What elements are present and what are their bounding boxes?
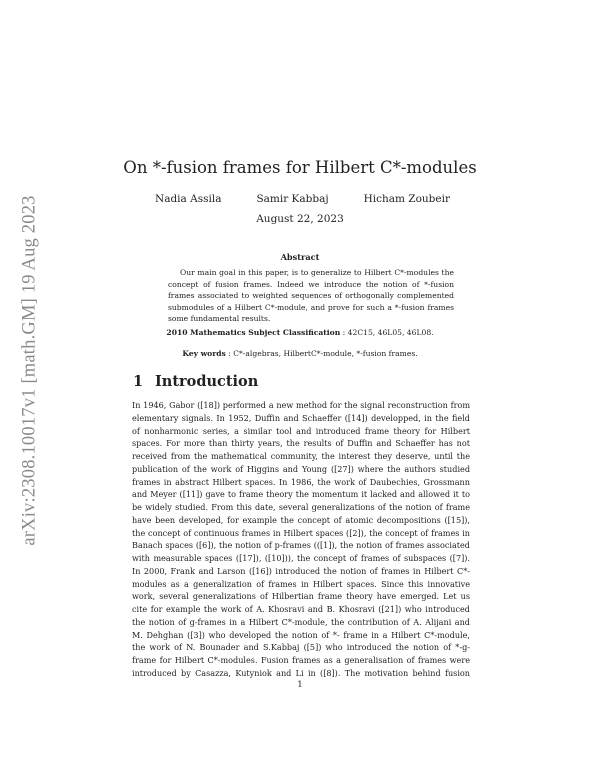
body-line: cite for example the work of A. Khosravi and B. Khosravi ([21]) who introduced — [132, 604, 470, 614]
keywords-label: Key words — [182, 349, 226, 358]
msc-classification — [0, 328, 600, 337]
body-line: M. Dehghan ([3]) who developed the notion of *- frame in a Hilbert C*-module, — [132, 629, 470, 640]
author-name: Hicham Zoubeir — [363, 193, 450, 205]
body-line: of nonharmonic series, a similar tool and introduced frame theory for Hilbert — [132, 425, 470, 436]
abstract-text: Our main goal in this paper, is to generalize to Hilbert C*-modules the concept of fusion frames. Indeed we introduce the notion of *-fusion frames associated to weighted sequences of orthogonally complemented submodules of a Hilbert C*-module, and prove for such a *-fusion frames some fundamental results. — [168, 268, 454, 323]
abstract-heading: Abstract — [280, 252, 320, 262]
section-number: 1 — [133, 373, 144, 390]
body-line: modules as a generalization of frames in Hilbert spaces. Since this innovative — [132, 578, 470, 589]
section-title: Introduction — [155, 373, 259, 390]
body-line: have been developed, for example the concept of atomic decompositions ([15]), — [132, 514, 470, 525]
paper-title: On *-fusion frames for Hilbert C*-modules — [123, 158, 477, 177]
author-name: Samir Kabbaj — [256, 193, 329, 205]
keywords-value: : C*-algebras, HilbertC*-module, *-fusion frames. — [225, 349, 418, 358]
keywords — [0, 349, 600, 358]
body-line: and Meyer ([11]) gave to frame theory the momentum it lacked and allowed it to — [132, 489, 470, 500]
author-list — [155, 193, 450, 205]
paper-date: August 22, 2023 — [256, 213, 344, 225]
body-line: work, several generalizations of Hilbertian frame theory have emerged. Let us — [132, 591, 470, 602]
arxiv-id-text: arXiv:2308.10017v1 [math.GM] 19 Aug 2023 — [19, 194, 40, 546]
body-line: elementary signals. In 1952, Duffin and Schaeffer ([14]) developped, in the field — [132, 412, 470, 423]
body-line: the concept of continuous frames in Hilbert spaces ([2]), the concept of frames in — [132, 527, 470, 538]
body-line: the notion of g-frames in a Hilbert C*-module, the contribution of A. Alijani and — [132, 616, 470, 627]
body-line: with measurable spaces ([17]), ([10])), the concept of frames of subspaces ([7]). — [132, 553, 470, 563]
body-line: Banach spaces ([6]), the notion of p-frames (([1]), the notion of frames associated — [132, 540, 470, 551]
body-line: frame for Hilbert C*-modules. Fusion frames as a generalisation of frames were — [132, 655, 470, 665]
author-name: Nadia Assila — [155, 193, 222, 205]
body-line: publication of the work of Higgins and Young ([27]) where the authors studied — [132, 463, 470, 474]
body-paragraph — [132, 399, 470, 680]
body-line: received from the mathematical community, the interest they deserve, until the — [132, 451, 470, 461]
section-heading — [133, 373, 258, 390]
body-line: In 1946, Gabor ([18]) performed a new method for the signal reconstruction from — [132, 400, 470, 410]
body-line: spaces. For more than thirty years, the results of Duffin and Schaeffer has not — [132, 438, 470, 449]
page-number: 1 — [297, 680, 303, 690]
msc-value: : 42C15, 46L05, 46L08. — [340, 328, 434, 337]
body-line: frames in abstract Hilbert spaces. In 1986, the work of Daubechies, Grossmann — [132, 476, 470, 487]
body-line: be widely studied. From this date, several generalizations of the notion of frame — [132, 502, 470, 512]
msc-label: 2010 Mathematics Subject Classification — [166, 328, 341, 337]
body-line: In 2000, Frank and Larson ([16]) introduced the notion of frames in Hilbert C*- — [132, 565, 470, 576]
body-line: the work of N. Bounader and S.Kabbaj ([5]) who introduced the notion of *-g- — [132, 642, 470, 653]
body-line: introduced by Casazza, Kutyniok and Li in ([8]). The motivation behind fusion — [132, 667, 470, 678]
